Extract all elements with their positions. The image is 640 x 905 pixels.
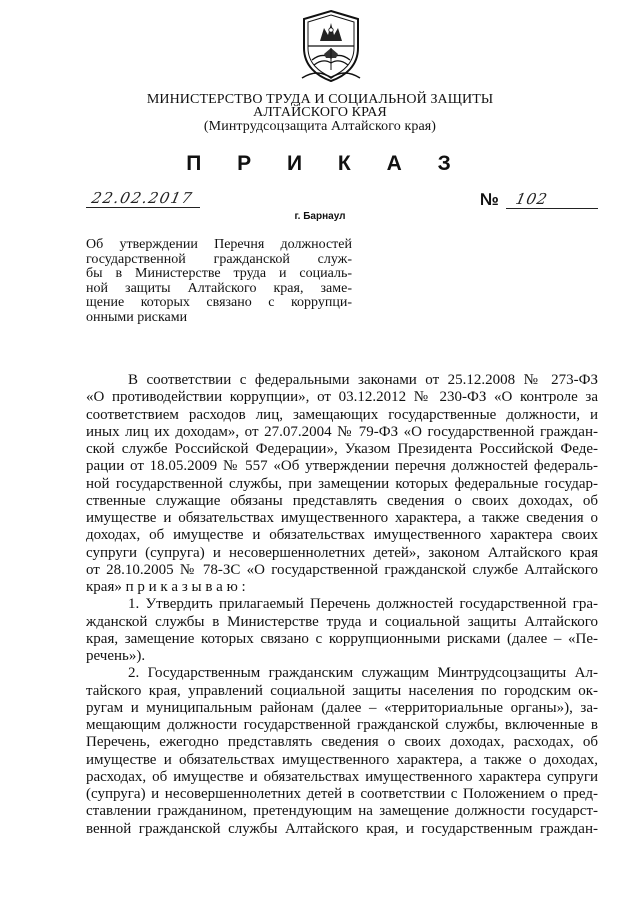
body-line: ставлении гражданином, претендующим на замещение должности государст- bbox=[86, 803, 598, 820]
body-line: (супруга) и несовершеннолетних детей в соответствии с Положением о пред- bbox=[86, 786, 598, 802]
order-title: П Р И К А З bbox=[186, 152, 466, 175]
subject-line: щение которых связано с коррупци- bbox=[86, 295, 352, 311]
body-line: края, замещение которых связано с коррупционными рисками (далее – «Пе- bbox=[86, 630, 598, 647]
body-line: тайского края, управлений социальной защиты населения по городским ок- bbox=[86, 682, 598, 699]
order-date: 22.02.2017 bbox=[90, 189, 195, 207]
body-line: иных лиц их доходам», от 27.07.2004 № 79-ФЗ «О государственной граждан- bbox=[86, 423, 598, 440]
order-city: г. Барнаул bbox=[294, 211, 346, 222]
body-line: венной гражданской службы Алтайского края, и государственным граждан- bbox=[86, 820, 598, 837]
body-line: расходах, об имуществе и обязательствах имущественного характера супруги bbox=[86, 768, 598, 785]
ministry-name-line-2: АЛТАЙСКОГО КРАЯ bbox=[253, 105, 387, 120]
body-line: мещающим должности государственной гражданской службы, включенные в bbox=[86, 717, 598, 733]
body-line: Перечень, ежегодно представлять сведения о своих доходах, расходах, об bbox=[86, 734, 598, 751]
body-line: супруги (супруга) и несовершеннолетних детей», законом Алтайского края bbox=[86, 544, 598, 561]
subject-line: государственной гражданской служ- bbox=[86, 251, 352, 267]
ministry-short-name: (Минтрудсоцзащита Алтайского края) bbox=[203, 119, 437, 134]
subject-line: онными рисками bbox=[86, 309, 188, 325]
body-line: 2. Государственным гражданским служащим Минтрудсоцзащиты Ал- bbox=[128, 665, 598, 682]
body-line: 1. Утвердить прилагаемый Перечень должностей государственной гра- bbox=[128, 596, 598, 613]
order-subject bbox=[86, 238, 352, 326]
body-line: В соответствии с федеральными законами от 25.12.2008 № 273-ФЗ bbox=[128, 372, 598, 388]
order-body bbox=[86, 372, 598, 838]
date-underline bbox=[86, 207, 200, 208]
body-line: от 28.10.2005 № 78-ЗС «О государственной гражданской службе Алтайского bbox=[86, 561, 598, 578]
body-line: ной государственной службы, при замещении которых федеральные государ- bbox=[86, 475, 598, 492]
number-underline bbox=[506, 208, 598, 209]
body-line: ственные служащие обязаны представлять сведения о своих доходах, об bbox=[86, 492, 598, 509]
body-line: ской службе Российской Федерации», Указом Президента Российской Феде- bbox=[86, 441, 598, 457]
subject-line: Об утверждении Перечня должностей bbox=[86, 237, 352, 252]
body-line: «О противодействии коррупции», от 03.12.2012 № 230-ФЗ «О контроле за bbox=[86, 389, 598, 406]
subject-line: бы в Министерстве труда и социаль- bbox=[86, 266, 352, 282]
body-line: рации от 18.05.2009 № 557 «Об утверждении перечня должностей федераль- bbox=[86, 458, 598, 475]
body-line: края» п р и к а з ы в а ю : bbox=[86, 579, 246, 595]
order-number: 102 bbox=[514, 190, 550, 208]
body-line: доходах, об имуществе и обязательствах имущественного характера своих bbox=[86, 527, 598, 544]
subject-line: ной защиты Алтайского края, заме- bbox=[86, 280, 352, 296]
body-line: речень»). bbox=[86, 648, 146, 664]
body-line: соответствием расходов лиц, замещающих государственные должности, и bbox=[86, 406, 598, 423]
ministry-name-line-1: МИНИСТЕРСТВО ТРУДА И СОЦИАЛЬНОЙ ЗАЩИТЫ bbox=[146, 92, 494, 107]
body-line: имуществе и обязательствах имущественного характера, а также о доходах, bbox=[86, 751, 598, 768]
body-line: жданской службы в Министерстве труда и социальной защиты Алтайского bbox=[86, 613, 598, 630]
body-line: имуществе и обязательствах имущественного характера, а также сведения о bbox=[86, 510, 598, 526]
coat-of-arms-emblem-icon bbox=[298, 8, 364, 84]
body-line: ругам и муниципальным районам (далее – «территориальные органы»), за- bbox=[86, 699, 598, 716]
order-number-label: № bbox=[480, 190, 499, 209]
